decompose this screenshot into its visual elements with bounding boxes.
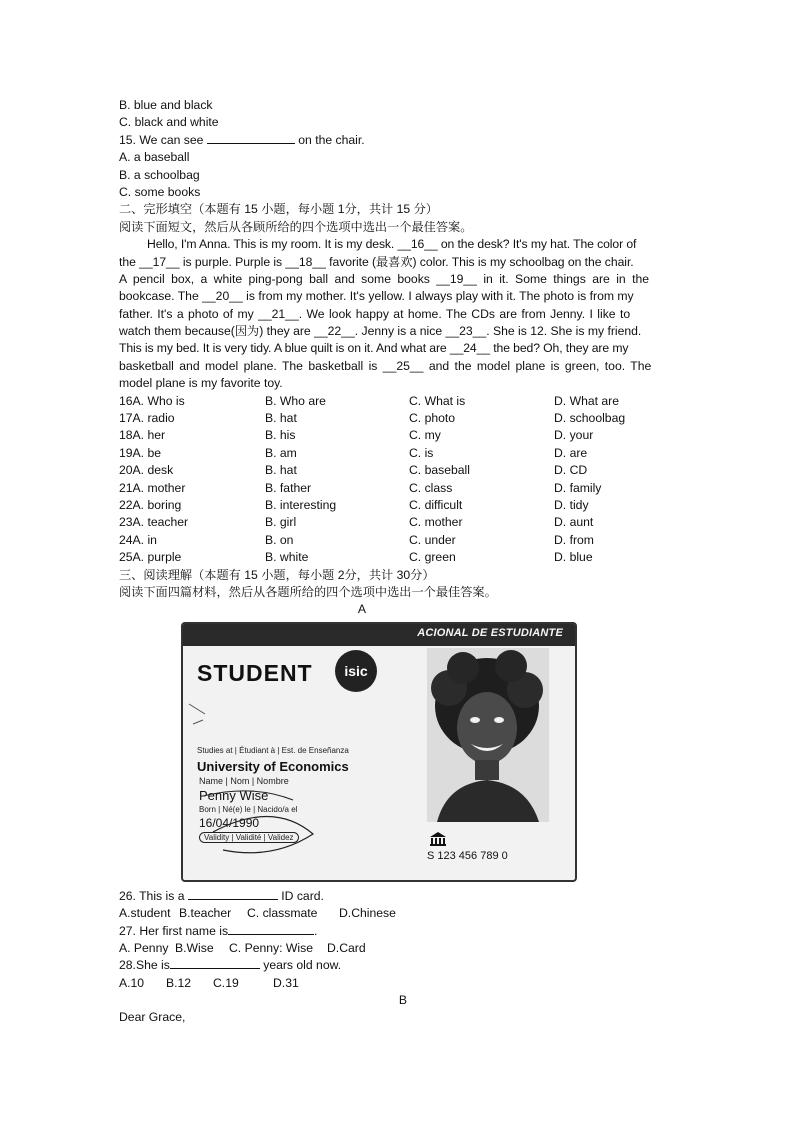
page-content (119, 97, 675, 1027)
option: 25A. purple (119, 550, 182, 565)
section-heading: 二、完形填空（本题有 15 小题，每小题 1分，共计 15 分） (119, 202, 438, 217)
option: B. on (265, 532, 294, 547)
option: C. photo (409, 411, 456, 426)
passage-line: bookcase. The __20__ is from my mother. It's yellow. I always play with it. The photo is from my (119, 289, 634, 304)
cloze-passage (119, 236, 675, 393)
option: A.10 (119, 975, 145, 990)
question-text: on the chair. (298, 132, 365, 147)
option: B. white (265, 550, 309, 565)
option: D. are (554, 445, 588, 460)
option-row (119, 462, 675, 479)
option: C. What is (409, 393, 466, 408)
option: B. hat (265, 463, 297, 478)
option-line: C. black and white (119, 115, 219, 130)
section-instruction: 阅读下面短文，然后从各顾所给的四个选项中选出一个最佳答案。 (119, 219, 473, 234)
option: B. Who are (265, 393, 326, 408)
option-row (119, 549, 675, 566)
answer-blank (170, 957, 260, 969)
question-text: 28.She is (119, 958, 170, 973)
option: 23A. teacher (119, 515, 189, 530)
passage-label: A (357, 602, 367, 617)
question-26 (119, 888, 675, 905)
option: 24A. in (119, 532, 157, 547)
option-line (119, 975, 675, 992)
option-row (119, 427, 675, 444)
passage-line: Hello, I'm Anna. This is my room. It is my desk. __16__ on the desk? It's my hat. The color of (147, 237, 637, 252)
scan-signature-marks (183, 624, 575, 880)
option-line: A. a baseball (119, 150, 190, 165)
option: C. baseball (409, 463, 470, 478)
option: 22A. boring (119, 497, 182, 512)
option: B.12 (166, 975, 192, 990)
passage-line: basketball and model plane. The basketball is __25__ and the model plane is green, too. The (119, 358, 652, 373)
option: B. am (265, 445, 297, 460)
cloze-options (119, 393, 675, 567)
option: D. your (554, 428, 594, 443)
card-born: 16/04/1990 (199, 815, 260, 830)
option: B. father (265, 480, 312, 495)
option: D.Chinese (339, 906, 396, 921)
option: 21A. mother (119, 480, 186, 495)
option: C. my (409, 428, 441, 443)
answer-blank (188, 888, 278, 900)
option: B.teacher (179, 906, 232, 921)
option: B. girl (265, 515, 297, 530)
option: B. interesting (265, 497, 337, 512)
option: D. schoolbag (554, 411, 626, 426)
option: C. Penny: Wise (229, 940, 313, 955)
passage-line: father. It's a photo of my __21__. We look happy at home. The CDs are from Jenny. I like to (119, 306, 631, 321)
option-line: B. a schoolbag (119, 167, 200, 182)
option: C. classmate (247, 906, 318, 921)
card-validity-label: Validity | Validité | Validez (199, 832, 299, 843)
option-row (119, 393, 675, 410)
option: D. aunt (554, 515, 594, 530)
option: 20A. desk (119, 463, 174, 478)
passage-line: watch them because(因为) they are __22__. Jenny is a nice __23__. She is 12. She is my friend. (119, 324, 642, 339)
isic-logo-icon: isic (335, 650, 377, 692)
option: 18A. her (119, 428, 166, 443)
passage-line: the __17__ is purple. Purple is __18__ favorite (最喜欢) color. This is my schoolbag on the chair. (119, 254, 634, 269)
option: C. mother (409, 515, 463, 530)
option: 16A. Who is (119, 393, 185, 408)
option: D. from (554, 532, 594, 547)
option: B. hat (265, 411, 297, 426)
option: D. family (554, 480, 602, 495)
question-text: 15. We can see (119, 132, 204, 147)
option: C. is (409, 445, 434, 460)
option: D.Card (327, 940, 366, 955)
option-row (119, 410, 675, 427)
section-heading: 三、阅读理解（本题有 15 小题，每小题 2分，共计 30分） (119, 567, 435, 582)
question-text: years old now. (263, 958, 342, 973)
option: A. Penny (119, 940, 169, 955)
option-line (119, 905, 675, 922)
option: D. What are (554, 393, 620, 408)
option: C. difficult (409, 497, 463, 512)
passage-line: model plane is my favorite toy. (119, 376, 283, 391)
option-row (119, 445, 675, 462)
question-15 (119, 132, 675, 149)
option-line (119, 940, 675, 957)
section-instruction: 阅读下面四篇材料，然后从各题所给的四个选项中选出一个最佳答案。 (119, 584, 497, 599)
card-serial: S 123 456 789 0 (427, 849, 508, 862)
option-row (119, 532, 675, 549)
answer-blank (228, 923, 314, 935)
option-line: C. some books (119, 184, 201, 199)
passage-line: This is my bed. It is very tidy. A blue quilt is on it. And what are __24__ the bed? Oh, they are my (119, 341, 629, 356)
option: C.19 (213, 975, 239, 990)
question-text: . (314, 923, 318, 938)
option: A.student (119, 906, 171, 921)
option-line: B. blue and black (119, 98, 213, 112)
option: D. tidy (554, 497, 589, 512)
passage-label: B (398, 993, 408, 1008)
question-text: ID card. (281, 888, 324, 903)
card-banner-text: ACIONAL DE ESTUDIANTE (417, 626, 563, 639)
student-id-card-image (181, 622, 577, 882)
option: B.Wise (175, 940, 214, 955)
option: 19A. be (119, 445, 162, 460)
option: 17A. radio (119, 411, 175, 426)
option: C. under (409, 532, 456, 547)
question-27 (119, 923, 675, 940)
option-row (119, 514, 675, 531)
option-row (119, 497, 675, 514)
card-university: University of Economics (197, 758, 349, 774)
card-born-label: Born | Né(e) le | Nacido/a el (199, 804, 298, 814)
option: B. his (265, 428, 296, 443)
card-name-label: Name | Nom | Nombre (199, 775, 289, 786)
letter-greeting: Dear Grace, (119, 1010, 186, 1025)
option: D. CD (554, 463, 588, 478)
option: C. class (409, 480, 453, 495)
answer-blank (207, 132, 295, 144)
question-text: 27. Her first name is (119, 923, 229, 938)
card-studies-label: Studies at | Étudiant à | Est. de Enseñanza (197, 745, 349, 755)
option: D.31 (273, 975, 299, 990)
option: C. green (409, 550, 456, 565)
card-name: Penny Wise (199, 787, 269, 803)
question-text: 26. This is a (119, 888, 185, 903)
option-row (119, 480, 675, 497)
question-28 (119, 957, 675, 974)
card-title: STUDENT (197, 659, 313, 686)
option: D. blue (554, 550, 593, 565)
passage-line: A pencil box, a white ping-pong ball and some books __19__ in it. Some things are in the (119, 271, 650, 286)
